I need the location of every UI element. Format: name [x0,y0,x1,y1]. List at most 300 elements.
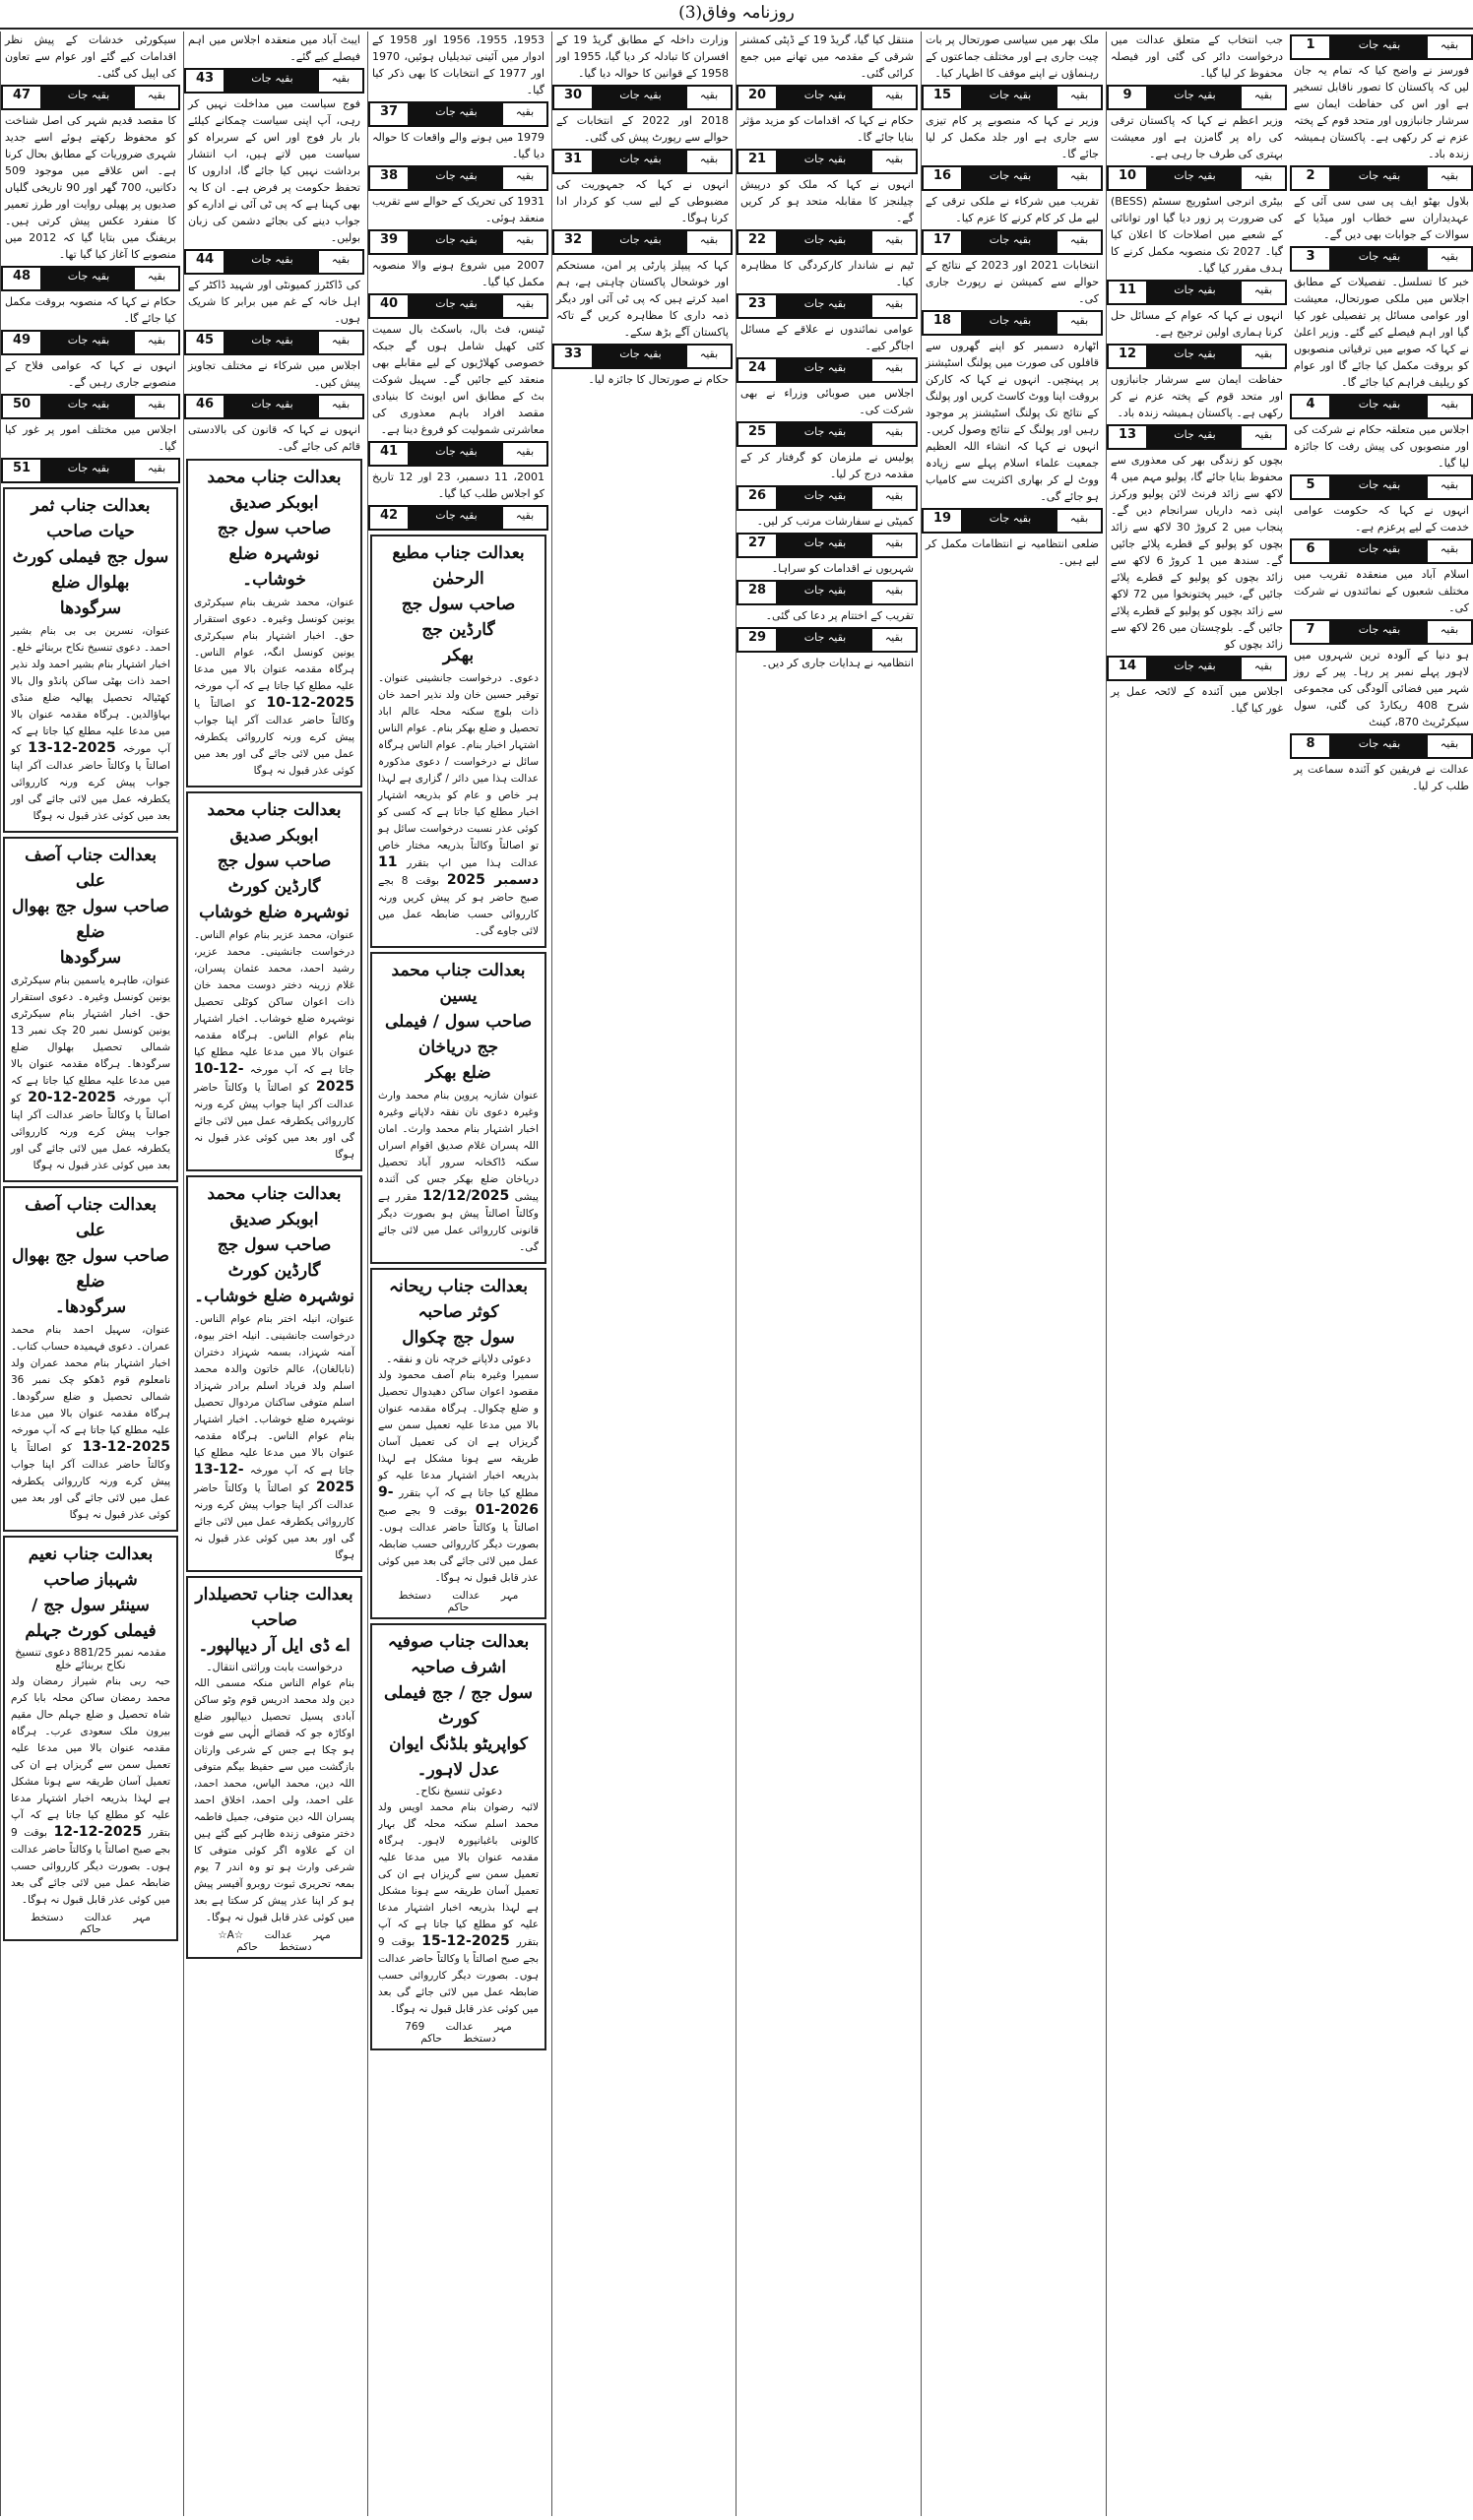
continuation-label: بقیہ [872,487,916,509]
continuation-number: 43 [186,70,225,92]
continuation-header [552,344,733,369]
continuation-number: 17 [924,231,963,253]
article-paragraph: ایبٹ آباد میں منعقدہ اجلاس میں اہم فیصلے کیے گئے۔ [188,33,360,63]
court-notice-text: عنوان، سہیل احمد بنام محمد عمران۔ دعوی فہمیدہ حساب کتاب۔ اخبار اشتہار بنام محمد عمران ولد نامعلوم قوم ڈھکو چک نمبر 36 شمالی تحصیل و ضلع سرگودھا۔ ہرگاہ مقدمہ عنوان بالا میں مدعا علیہ مطلع کیا جاتا ہے کہ آپ مورخہ [11,1324,170,1436]
court-notice-body [194,595,354,780]
continuation-header [736,533,918,558]
continuation-header [1,85,180,110]
continuation-title: بقیہ جات [594,87,687,108]
hearing-date: 20-12-2025 [28,1090,116,1105]
continuation-number: 26 [738,487,778,509]
continuation-header [736,149,918,174]
continuation-label: بقیہ [319,70,362,92]
court-notice [3,487,178,833]
article-paragraph: بچوں کو زندگی بھر کی معذوری سے محفوظ بنایا جائے گا، پولیو مہم میں 4 لاکھ سے زائد فرنٹ لائن پولیو ورکرز اپنی ذمہ داریاں سرانجام دیں گے۔ پنجاب میں 2 کروڑ 30 لاکھ سے زائد بچوں کو پولیو کے قطرے پلائے جائیں گے۔ سندھ میں 1 کروڑ 6 لاکھ سے زائد بچوں کو پولیو کے قطرے پلائے جائیں گے، خیبر پختونخوا میں 72 لاکھ سے زائد بچوں کو پولیو کے قطرے پلائے جائیں گے۔ بلوچستان میں 26 لاکھ سے زائد بچوں کو [1111,454,1283,651]
article-paragraph: سیکورٹی خدشات کے پیش نظر اقدامات کیے گئے اور عوام سے تعاون کی اپیل کی گئی۔ [5,33,176,80]
court-notice-heading: سرگودھا۔ [54,1297,127,1317]
court-notice-heading: بھکر [442,646,475,665]
continuation-label: بقیہ [1428,36,1471,58]
continuation-header [1290,246,1473,272]
article-text [1,421,180,455]
court-notice-text: عنوان، طاہرہ یاسمین بنام سیکرٹری یونین کونسل وغیرہ۔ دعوی استقرار حق۔ اخبار اشتہار بنام سیکرٹری یونین کونسل نمبر 20 چک نمبر 13 شمالی تحصیل بھلوال ضلع سرگودھا۔ ہرگاہ مقدمہ عنوان بالا میں مدعا علیہ مطلع کیا جاتا ہے کہ آپ مورخہ [11,975,171,1104]
continuation-number: 23 [738,295,778,317]
continuation-label: بقیہ [1057,231,1101,253]
article-text [736,321,918,354]
continuation-label: بقیہ [872,231,916,253]
continuation-number: 39 [370,231,410,253]
court-notice-heading: بعدالت جناب تحصیلدار صاحب [195,1585,353,1630]
continuation-label: بقیہ [1428,167,1471,189]
court-notice [370,1623,546,2050]
court-notice-heading: سول جج فیملی کورٹ بھلوال ضلع [12,547,169,593]
continuation-title: بقیہ جات [963,167,1057,189]
court-notice-heading: صاحب سول جج بھوال ضلع [12,897,169,942]
continuation-title: بقیہ جات [778,231,872,253]
continuation-label: بقیہ [872,359,916,381]
continuation-label: بقیہ [503,231,546,253]
continuation-number: 16 [924,167,963,189]
continuation-number: 50 [3,396,42,417]
court-notice-heading: صاحب سول / فیملی جج دریاخان [384,1012,533,1057]
column-5 [551,32,733,2516]
continuation-number: 7 [1292,621,1331,643]
continuation-header [184,330,364,355]
article-text [736,385,918,418]
continuation-number: 19 [924,510,963,532]
article-text [736,257,918,290]
continuation-title: بقیہ جات [410,231,503,253]
article-paragraph: انہوں نے کہا کہ جمہوریت کی مضبوطی کے لیے سب کو کردار ادا کرنا ہوگا۔ [556,178,729,224]
continuation-title: بقیہ جات [1148,658,1242,679]
continuation-number: 37 [370,103,410,125]
continuation-title: بقیہ جات [594,231,687,253]
article-text [552,32,733,82]
court-notice-heading: بعدالت جناب نعیم شہباز صاحب [28,1544,154,1590]
court-notice [3,1536,178,1941]
continuation-number: 49 [3,332,42,353]
continuation-title: بقیہ جات [594,346,687,367]
court-notice-heading: سینئر سول جج / فیملی کورٹ جہلم [25,1596,157,1641]
article-paragraph: انہوں نے کہا کہ ملک کو درپیش چیلنجز کا مقابلہ متحد ہو کر کریں گے۔ [740,178,914,224]
court-notice-heading: بعدالت جناب ثمر حیات صاحب [31,496,151,541]
continuation-number: 47 [3,87,42,108]
continuation-number: 18 [924,312,963,334]
continuation-label: بقیہ [687,151,731,172]
continuation-number: 14 [1109,658,1148,679]
continuation-title: بقیہ جات [778,87,872,108]
hearing-date: 12/12/2025 [422,1188,510,1204]
continuation-header [552,229,733,255]
article-paragraph: خبر کا تسلسل۔ تفصیلات کے مطابق اجلاس میں ملکی صورتحال، معیشت اور عوامی مسائل پر تفصیلی غور کیا گیا اور اہم فیصلے کیے گئے۔ وزیر اعلیٰ نے کہا کہ صوبے میں ترقیاتی منصوبوں کو بروقت مکمل کیا جائے گا اور عوام کو ریلیف فراہم کیا جائے گا۔ [1294,276,1469,389]
article-paragraph: 2001، 11 دسمبر، 23 اور 12 تاریخ کو اجلاس طلب کیا گیا۔ [372,471,544,500]
continuation-header [1,394,180,419]
continuation-header [1290,474,1473,500]
continuation-title: بقیہ جات [778,423,872,445]
court-notice-heading: نوشہرہ ضلع خوشاب۔ [194,1287,354,1306]
article-paragraph: کی ڈاکٹرز کمیونٹی اور شہید ڈاکٹر کے اہل خانہ کے غم میں برابر کا شریک ہوں۔ [188,279,360,325]
continuation-header [1290,733,1473,759]
column-8 [0,32,180,2516]
continuation-label: بقیہ [135,396,178,417]
article-text [1,293,180,327]
continuation-number: 33 [554,346,594,367]
continuation-header [736,421,918,447]
court-notice-text-after: کو اصالتاً یا وکالتاً حاضر عدالت آکر اپنا جواب پیش کرے ورنہ کارروائی یکطرفہ عمل میں لائی جائے گی اور بعد میں کوئی عذر قبول نہ ہوگا [11,1442,170,1521]
court-notice [186,1175,362,1572]
continuation-header [1107,85,1287,110]
article-text [1107,32,1287,82]
continuation-number: 4 [1292,396,1331,417]
article-paragraph: 1979 میں ہونے والے واقعات کا حوالہ دیا گیا۔ [372,131,544,160]
article-paragraph: اجلاس میں آئندہ کے لائحہ عمل پر غور کیا گیا۔ [1111,685,1283,715]
article-text [368,469,548,502]
article-text [1107,371,1287,421]
article-text [922,338,1103,505]
article-text [736,607,918,624]
article-paragraph: وزارت داخلہ کے مطابق گریڈ 19 کے افسران کا تبادلہ کر دیا گیا، 1955 اور 1958 کے قوانین کا حوالہ دیا گیا۔ [556,33,729,80]
continuation-header [736,357,918,383]
article-text [736,449,918,482]
court-notice-body [378,1088,539,1256]
article-text [552,257,733,341]
court-notice-heading: بعدالت جناب محمد ابوبکر صدیق [207,1184,342,1229]
continuation-label: بقیہ [503,167,546,189]
article-paragraph: ہو دنیا کے آلودہ ترین شہروں میں لاہور پہلے نمبر پر رہا۔ پیر کے روز شہر میں فضائی آلودگی کی مجموعی شرح 408 ریکارڈ کی گئی، سول سیکرٹریٹ 870، کینٹ [1294,649,1469,728]
article-paragraph: حکام نے کہا کہ اقدامات کو مزید مؤثر بنایا جائے گا۔ [740,114,914,144]
continuation-title: بقیہ جات [42,332,135,353]
continuation-header [1290,538,1473,564]
continuation-number: 3 [1292,248,1331,270]
court-notice-heading: بعدالت جناب آصف علی [25,1195,157,1240]
article-paragraph: انتخابات 2021 اور 2023 کے نتائج کے حوالے سے کمیشن نے رپورٹ جاری کی۔ [926,259,1099,305]
continuation-number: 38 [370,167,410,189]
article-text [1290,62,1473,162]
article-paragraph: 1931 کی تحریک کے حوالے سے تقریب منعقد ہوئی۔ [372,195,544,224]
article-text [184,357,364,391]
continuation-label: بقیہ [872,535,916,556]
hearing-date: 10-12-2025 [194,1061,355,1095]
court-notice-heading: صاحب سول جج بھوال ضلع [12,1246,169,1292]
court-notice-heading: کواپریٹو بلڈنگ ایوان عدل لاہور۔ [389,1734,528,1780]
continuation-header [736,485,918,511]
article-paragraph: ٹینس، فٹ بال، باسکٹ بال سمیت کئی کھیل شامل ہوں گے جبکہ خصوصی کھلاڑیوں کے لیے مقابلے بھی منعقد کیے جائیں گے۔ سہیل شوکت بٹ کے مطابق اس ایونٹ کا بنیادی مقصد افراد باہم معذوری کی معاشرتی شمولیت کو فروغ دینا ہے۔ [372,323,544,436]
continuation-label: بقیہ [503,295,546,317]
court-notice-text-after: کو اصالتاً یا وکالتاً حاضر عدالت آکر اپنا جواب پیش کرے ورنہ کارروائی یکطرفہ عمل میں لائی جائے گی اور بعد میں کوئی عذر قبول نہ ہوگا [11,743,170,822]
article-text [552,176,733,226]
article-text [736,560,918,577]
continuation-label: بقیہ [872,151,916,172]
continuation-header [552,149,733,174]
continuation-header [736,229,918,255]
court-notice [186,791,362,1171]
court-notice-text-after: بوقت 9 بجے صبح اصالتاً یا وکالتاً حاضر عدالت ہوں۔ بصورت دیگر کارروائی حسب ضابطہ عمل میں لائی جائے گی بعد میں کوئی عذر قابل قبول نہ ہوگا۔ [378,1936,539,2015]
continuation-title: بقیہ جات [963,87,1057,108]
article-text [736,32,918,82]
court-notice-text: سمیرا وغیرہ بنام آصف محمود ولد مقصود اعوان ساکن دھیدوال تحصیل و ضلع چکوال۔ ہرگاہ مقدمہ عنوان بالا میں مدعا علیہ تعمیل سمن سے گریزاں ہے ان کی تعمیل آسان طریقہ سے ہونا مشکل ہے لہذا بذریعہ اخبار اشتہار مدعا علیہ کو مطلع کیا جاتا ہے کہ آپ بتقرر [378,1369,540,1499]
article-paragraph: انہوں نے کہا کہ عوامی فلاح کے منصوبے جاری رہیں گے۔ [5,359,176,389]
continuation-title: بقیہ جات [1331,476,1428,498]
hearing-date: 15-12-2025 [421,1933,510,1949]
column-1 [1290,32,1473,2516]
continuation-label: بقیہ [872,582,916,603]
continuation-header [1107,165,1287,191]
continuation-label: بقیہ [135,332,178,353]
court-notice-text: دعوی۔ درخواست جانشینی عنوان۔ توقیر حسین خان ولد نذیر احمد خان ذات بلوچ سکنہ محلہ عالم اباد تحصیل و ضلع بھکر بنام۔ عوام الناس اشتہار اخبار بنام۔ عوام الناس ہرگاہ سائل نے درخواست / دعوی مذکورہ عدالت ہذا میں دائر / گزاری ہے لہذا ہر خاص و عام کو بذریعہ اشتہار اخبار مطلع کیا جاتا ہے کہ کسی کو کوئی عذر نسبت درخواست سائل ہو تو اصالتاً وکالتاً بذریعہ مختار خاص عدالت ہذا میں اپ بتقرر [378,672,539,869]
article-paragraph: تقریب کے اختتام پر دعا کی گئی۔ [765,609,914,622]
continuation-header [1290,34,1473,60]
article-text [922,257,1103,307]
court-notice-heading: صاحب سول جج گارڈین جج [401,595,516,640]
article-text [736,112,918,146]
article-paragraph: کا مقصد قدیم شہر کی اصل شناخت کو محفوظ رکھتے ہوئے اسے جدید شہری ضروریات کے مطابق بحال کرنا ہے۔ اس علاقے میں موجود 509 دکانیں، 700 گھر اور 90 تاریخی گلیاں صدیوں پر پھیلی روایت اور طرز تعمیر کا منفرد عکس پیش کرتی ہیں۔ بریفنگ میں بتایا گیا کہ 2012 میں منصوبے کا آغاز کیا گیا تھا۔ [5,114,176,261]
continuation-header [368,293,548,319]
article-text [1,357,180,391]
court-notice-heading: صاحب سول جج گارڈین کورٹ [217,851,332,897]
article-text [1290,566,1473,616]
continuation-number: 41 [370,443,410,465]
court-notice-signature: مہر عدالت دستخط حاکم [398,1590,519,1613]
article-text [1290,647,1473,730]
continuation-header [552,85,733,110]
court-notice [370,1268,546,1619]
article-paragraph: اٹھارہ دسمبر کو اپنے گھروں سے قافلوں کی صورت میں پولنگ اسٹیشنز پر پہنچیں۔ انہوں نے کہا کہ کارکن بروقت اپنا ووٹ کاسٹ کریں اور پولنگ کے نتائج تک پولنگ اسٹیشنز پر موجود رہیں اور پولنگ کے نتائج وصول کریں۔ انہوں نے کہا کہ انشاء اللہ العظیم جمعیت علماء اسلام پہلے سے زیادہ ووٹ لے کر بھاری اکثریت سے کامیاب ہو جائے گی۔ [926,340,1099,503]
continuation-title: بقیہ جات [42,396,135,417]
article-text [184,32,364,65]
continuation-title: بقیہ جات [1331,36,1428,58]
article-paragraph: انتظامیہ نے ہدایات جاری کر دیں۔ [761,657,914,669]
continuation-header [1107,656,1287,681]
court-notice-subject: مقدمہ نمبر 881/25 دعوی تنسیخ نکاح بربنائے خلع [15,1646,166,1671]
hearing-date: 13-12-2025 [28,740,116,756]
court-notice [370,952,546,1264]
court-notice-heading: بعدالت جناب محمد ابوبکر صدیق [207,468,342,513]
article-paragraph: شہریوں نے اقدامات کو سراہا۔ [771,562,914,575]
court-notice-heading: بعدالت جناب صوفیہ اشرف صاحبہ [387,1632,530,1677]
court-notice-text: عنوان شازیہ پروین بنام محمد وارث وغیرہ دعوی نان نفقہ دلاپانے وغیرہ اخبار اشتہار بنام محمد وارث۔ امان اللہ پسران غلام صدیق اقوام اسراں سکنہ ڈاکخانہ سرور آباد تحصیل دریاخان ضلع بھکر جس کی آئندہ پیشی [378,1090,539,1203]
article-paragraph: اجلاس میں مختلف امور پر غور کیا گیا۔ [5,423,176,453]
masthead [0,0,1473,30]
court-notice-heading: سول جج / جج فیملی کورٹ [383,1683,534,1729]
continuation-title: بقیہ جات [1331,621,1428,643]
article-text [552,371,733,388]
article-paragraph: اسلام آباد میں منعقدہ تقریب میں مختلف شعبوں کے نمائندوں نے شرکت کی۔ [1294,568,1469,614]
court-notice-signature: مہر عدالت دستخط حاکم [31,1912,151,1935]
continuation-title: بقیہ جات [410,443,503,465]
article-text [1290,274,1473,391]
continuation-title: بقیہ جات [594,151,687,172]
continuation-label: بقیہ [1428,396,1471,417]
court-notice [3,1186,178,1532]
continuation-header [1290,619,1473,645]
court-notice-text: بنام عوام الناس منکہ مسمی اللہ دین ولد محمد ادریس قوم وٹو ساکن آبادی پسیل تحصیل دیپالپور ضلع اوکاڑہ جو کہ قضائے الٰہی سے فوت ہو چکا ہے جس کے شرعی وارثان بازگشت میں سے حفیظ بیگم متوفی اللہ دین، محمد الیاس، محمد احمد، علی احمد، ولی احمد، اخلاق احمد پسران اللہ دین متوفی، جمیل فاطمہ دختر متوفی زندہ ظاہر کیے گئے ہیں ان کے علاوہ اگر کوئی متوفی کا شرعی وارث ہو تو وہ اندر 7 یوم بمعہ تحریری ثبوت روبرو آفیسر پیش ہو کر اپنا عذر پیش کر سکتا ہے بعد میں کوئی عذر قابل قبول نہ ہوگا۔ [194,1677,354,1923]
article-text [184,421,364,455]
continuation-label: بقیہ [135,268,178,289]
continuation-number: 22 [738,231,778,253]
continuation-title: بقیہ جات [778,582,872,603]
continuation-number: 11 [1109,282,1148,303]
court-notice-heading: بعدالت جناب ریحانہ کوثر صاحبہ [389,1277,528,1322]
article-paragraph: وزیر نے کہا کہ منصوبے پر کام تیزی سے جاری ہے اور جلد مکمل کر لیا جائے گا۔ [926,114,1099,160]
court-notice-text-after: کو اصالتاً یا وکالتاً حاضر عدالت آکر اپنا جواب پیش کرے ورنہ کارروائی یکطرفہ عمل میں لائی جائے گی اور بعد میں کوئی عذر قبول نہ ہوگا [11,1093,170,1171]
court-notice-heading: بعدالت جناب محمد ابوبکر صدیق [207,800,342,846]
court-notice-heading: سول جج چکوال [402,1328,515,1348]
continuation-header [184,249,364,275]
column-2 [1106,32,1287,2516]
continuation-title: بقیہ جات [778,359,872,381]
article-text [922,112,1103,162]
continuation-label: بقیہ [135,460,178,481]
continuation-number: 13 [1109,426,1148,448]
continuation-title: بقیہ جات [1148,426,1242,448]
article-text [1107,193,1287,277]
continuation-label: بقیہ [872,629,916,651]
court-notice-heading: بعدالت جناب آصف علی [25,846,157,891]
continuation-header [368,229,548,255]
continuation-header [1290,165,1473,191]
continuation-header [1,458,180,483]
continuation-title: بقیہ جات [1148,346,1242,367]
continuation-number: 6 [1292,540,1331,562]
continuation-header [368,505,548,531]
continuation-number: 28 [738,582,778,603]
article-paragraph: وزیر اعظم نے کہا کہ پاکستان ترقی کی راہ پر گامزن ہے اور معیشت بہتری کی طرف جا رہی ہے۔ [1111,114,1283,160]
court-notice-subject: دعوئی تنسیخ نکاح۔ [414,1785,502,1797]
court-notice-heading: سرگودھا [59,948,122,968]
continuation-label: بقیہ [1057,312,1101,334]
continuation-title: بقیہ جات [410,507,503,529]
court-notice [3,837,178,1182]
court-notice-heading: اے ڈی ایل آر دیپالپور۔ [198,1636,351,1656]
continuation-number: 30 [554,87,594,108]
continuation-title: بقیہ جات [225,396,319,417]
article-text [368,321,548,438]
continuation-title: بقیہ جات [42,87,135,108]
continuation-title: بقیہ جات [410,103,503,125]
article-text [1107,683,1287,717]
continuation-number: 2 [1292,167,1331,189]
continuation-header [184,394,364,419]
continuation-label: بقیہ [687,231,731,253]
article-text [552,112,733,146]
article-paragraph: تقریب میں شرکاء نے ملکی ترقی کے لیے مل کر کام کرنے کا عزم کیا۔ [926,195,1099,224]
continuation-label: بقیہ [1242,426,1285,448]
court-notice-text-after: کو اصالتاً یا وکالتاً حاضر عدالت آکر اپنا جواب پیش کرے ورنہ کارروائی یکطرفہ عمل میں لائی جائے گی اور بعد میں کوئی عذر قبول نہ ہوگا [194,1482,354,1561]
article-text [1290,421,1473,472]
continuation-label: بقیہ [319,332,362,353]
continuation-header [736,580,918,605]
court-notice-heading: صاحب سول جج گارڈین کورٹ [217,1235,332,1281]
article-paragraph: کہا کہ پیپلز پارٹی پر امن، مستحکم اور خوشحال پاکستان چاہتی ہے، ہم امید کرتے ہیں کہ پی ٹی آئی اور دیگر ذمہ داری کا مظاہرہ کریں گے تاکہ پاکستان آگے بڑھ سکے۔ [556,259,729,339]
continuation-header [1107,424,1287,450]
continuation-header [736,293,918,319]
column-7 [183,32,364,2516]
continuation-title: بقیہ جات [963,510,1057,532]
continuation-header [922,85,1103,110]
continuation-header [1290,394,1473,419]
continuation-title: بقیہ جات [225,332,319,353]
court-notice-heading: سرگودھا [59,598,122,618]
continuation-header [368,101,548,127]
continuation-number: 15 [924,87,963,108]
continuation-title: بقیہ جات [225,70,319,92]
article-paragraph: اجلاس میں متعلقہ حکام نے شرکت کی اور منصوبوں کی پیش رفت کا جائزہ لیا گیا۔ [1294,423,1469,470]
continuation-header [1107,344,1287,369]
continuation-number: 46 [186,396,225,417]
continuation-header [922,310,1103,336]
article-paragraph: حکام نے کہا کہ منصوبہ بروقت مکمل کیا جائے گا۔ [5,295,176,325]
hearing-date: 10-12-2025 [266,695,354,711]
continuation-header [736,85,918,110]
continuation-label: بقیہ [872,423,916,445]
continuation-label: بقیہ [1242,346,1285,367]
hearing-date: 11 دسمبر 2025 [378,854,539,888]
court-notice-body [194,1311,354,1564]
article-text [1107,452,1287,653]
continuation-number: 29 [738,629,778,651]
article-paragraph: عوامی نمائندوں نے علاقے کے مسائل اجاگر کیے۔ [740,323,914,352]
continuation-label: بقیہ [135,87,178,108]
article-paragraph: اجلاس میں صوبائی وزراء نے بھی شرکت کی۔ [740,387,914,416]
article-text [1,32,180,82]
court-notice [186,1576,362,1959]
continuation-title: بقیہ جات [778,295,872,317]
continuation-number: 21 [738,151,778,172]
continuation-header [1,266,180,291]
continuation-number: 44 [186,251,225,273]
continuation-title: بقیہ جات [1148,282,1242,303]
continuation-title: بقیہ جات [963,231,1057,253]
continuation-header [184,68,364,94]
court-notice-body [194,1675,354,1926]
article-text [184,95,364,246]
continuation-header [368,441,548,467]
continuation-number: 31 [554,151,594,172]
court-notice-signature: مہر عدالت 769 دستخط حاکم [405,2021,512,2045]
continuation-title: بقیہ جات [1331,396,1428,417]
column-4 [736,32,918,2516]
court-notice-body [11,973,170,1174]
court-notice-body [378,1367,539,1587]
continuation-title: بقیہ جات [1331,248,1428,270]
continuation-header [736,627,918,653]
continuation-label: بقیہ [872,87,916,108]
continuation-label: بقیہ [319,251,362,273]
continuation-label: بقیہ [872,295,916,317]
article-text [922,536,1103,569]
hearing-date: 9-01-2026 [378,1484,540,1518]
continuation-title: بقیہ جات [225,251,319,273]
article-paragraph: انہوں نے کہا کہ حکومت عوامی خدمت کے لیے پرعزم ہے۔ [1294,504,1469,534]
court-notice-text-after: مقرر ہے وکالتاً اصالتاً پیش ہو بصورت دیگر قانونی کارروائی عمل میں لائی جائے گی۔ [378,1191,539,1253]
court-notice-heading: صاحب سول جج نوشہرہ ضلع [217,519,332,564]
court-notice-text: حبہ ربی بنام شیراز رمضان ولد محمد رمضان ساکن محلہ بابا کرم شاہ تحصیل و ضلع جہلم حال مقیم بیرون ملک سعودی عرب۔ ہرگاہ مقدمہ عنوان بالا میں مدعا علیہ تعمیل سمن سے گریزاں ہے ان کی تعمیل آسان طریقہ سے ہونا مشکل ہے لہذا بذریعہ اخبار اشتہار مدعا علیہ کو مطلع کیا جاتا ہے کہ آپ بتقرر [11,1675,170,1839]
court-notice-heading: نوشہرہ ضلع خوشاب [199,903,350,922]
continuation-number: 8 [1292,735,1331,757]
continuation-header [922,165,1103,191]
continuation-title: بقیہ جات [42,460,135,481]
hearing-date: 13-12-2025 [82,1439,170,1455]
continuation-label: بقیہ [1428,735,1471,757]
continuation-label: بقیہ [1242,167,1285,189]
continuation-label: بقیہ [1057,87,1101,108]
article-paragraph: ٹیم نے شاندار کارکردگی کا مظاہرہ کیا۔ [740,259,914,288]
article-paragraph: 2007 میں شروع ہونے والا منصوبہ مکمل کیا گیا۔ [372,259,544,288]
continuation-number: 40 [370,295,410,317]
column-6 [367,32,548,2516]
article-text [1,112,180,263]
continuation-title: بقیہ جات [410,295,503,317]
continuation-label: بقیہ [503,443,546,465]
